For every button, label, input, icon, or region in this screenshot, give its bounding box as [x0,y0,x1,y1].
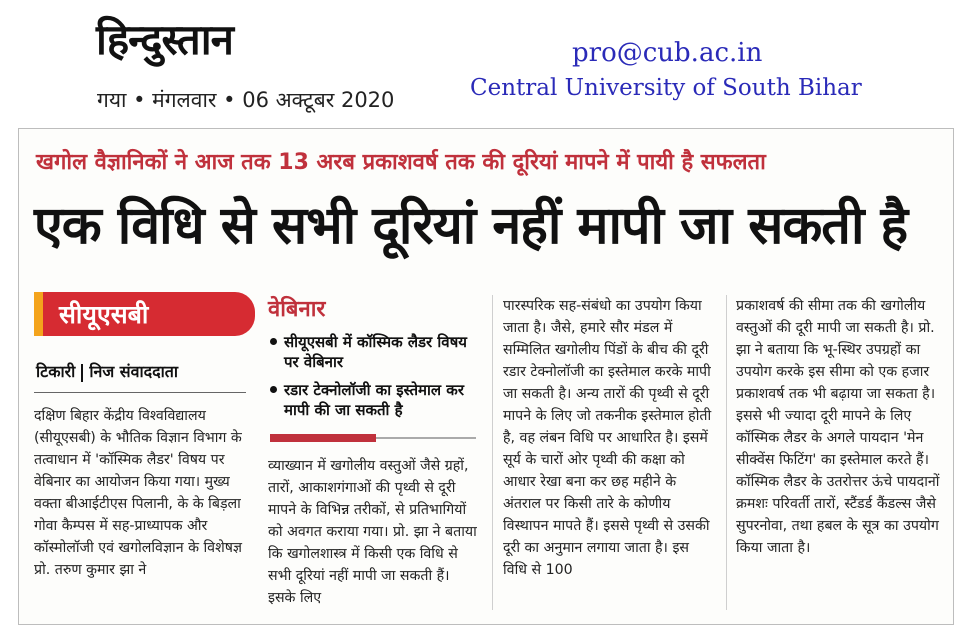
article-column-2: व्याख्यान में खगोलीय वस्तुओं जैसे ग्रहों, तारों, आकाशगंगाओं की पृथ्वी से दूरी मापने के विभिन्न तरीकों, से प्रतिभागियों को अवगत कराया गया। प्रो. झा ने बताया कि खगोलशास्त्र में किसी एक विधि से सभी दूरियां नहीं मापी जा सकती हैं। इसके लिए [268,458,477,606]
section-tag-label: सीयूएसबी [59,300,149,329]
byline-place: टिकारी [36,362,76,381]
article-column-4: प्रकाशवर्ष की सीमा तक की खगोलीय वस्तुओं की दूरी मापी जा सकती है। प्रो. झा ने बताया कि भू-स्थिर उपग्रहों का उपयोग करके इस सीमा को एक हजार प्रकाशवर्ष तक भी बढ़ाया जा सकता है। इससे भी ज्यादा दूरी मापने के लिए कॉस्मिक लैडर के अगले पायदान 'मेन सीक्वेंस फिटिंग' का इस्तेमाल करते हैं। कॉस्मिक लैडर के उतरोत्तर ऊंचे पायदानों क्रमशः परिवर्ती तारों, स्टैंडर्ड कैंडल्स जैसे सुपरनोवा, तथा हबल के सूत्र का उपयोग किया जाता है। [736,298,940,556]
highlights-grey-bar [376,437,476,439]
article-column-3: पारस्परिक सह-संबंधो का उपयोग किया जाता है। जैसे, हमारे सौर मंडल में सम्मिलित खगोलीय पिंडों के बीच की दूरी रडार टेक्नोलॉजी का इस्तेमाल करके मापी जा सकती है। अन्य तारों की पृथ्वी से दूरी मापने के लिए जो तकनीक इस्तेमाल होती है, वह लंबन विधि पर आधारित है। इसमें सूर्य के चारों ओर पृथ्वी की कक्षा को आधार रेखा बना कर छह महीने के अंतराल पर किसी तारे के कोणीय विस्थापन मापते हैं। इससे पृथ्वी से उसकी दूरी का अनुमान लगाया जाता है। इस विधि से 100 [503,298,712,578]
article-headline: एक विधि से सभी दूरियां नहीं मापी जा सकती है [34,196,908,256]
bullet-icon [270,386,277,393]
byline-reporter: निज संवाददाता [89,362,179,381]
article-column-1: दक्षिण बिहार केंद्रीय विश्वविद्यालय (सीयूएसबी) के भौतिक विज्ञान विभाग के तत्वाधान में 'कॉस्मिक लैडर' विषय पर वेबिनार का आयोजन किया गया। मुख्य वक्ता बीआईटीएस पिलानी, के के बिड़ला गोवा कैम्पस में सह-प्राध्यापक और कॉस्मोलॉजी एवं खगोलविज्ञान के विशेषज्ञ प्रो. तरुण कुमार झा ने [34,408,243,578]
highlight-item [270,332,475,372]
byline-divider [81,364,83,382]
highlights-list [270,332,475,428]
column-rule [726,295,727,610]
university-name: Central University of South Bihar [470,75,862,101]
highlight-text: सीयूएसबी में कॉस्मिक लैडर विषय पर वेबिनार [284,333,468,371]
article-kicker: खगोल वैज्ञानिकों ने आज तक 13 अरब प्रकाशवर्ष तक की दूरियां मापने में पायी है सफलता [36,150,766,175]
highlight-item [270,380,475,420]
highlight-text: रडार टेक्नोलॉजी का इस्तेमाल कर मापी की जा सकती है [284,381,464,419]
section-tag [34,292,255,336]
byline [36,360,178,382]
bullet-icon [270,338,277,345]
column-rule [492,295,493,610]
byline-rule [34,392,246,393]
contact-email: pro@cub.ac.in [572,38,763,68]
newspaper-masthead: हिन्दुस्तान [96,15,233,64]
highlights-red-bar [270,434,376,442]
webinar-label: वेबिनार [268,297,326,322]
dateline: गया • मंगलवार • 06 अक्टूबर 2020 [97,88,395,112]
